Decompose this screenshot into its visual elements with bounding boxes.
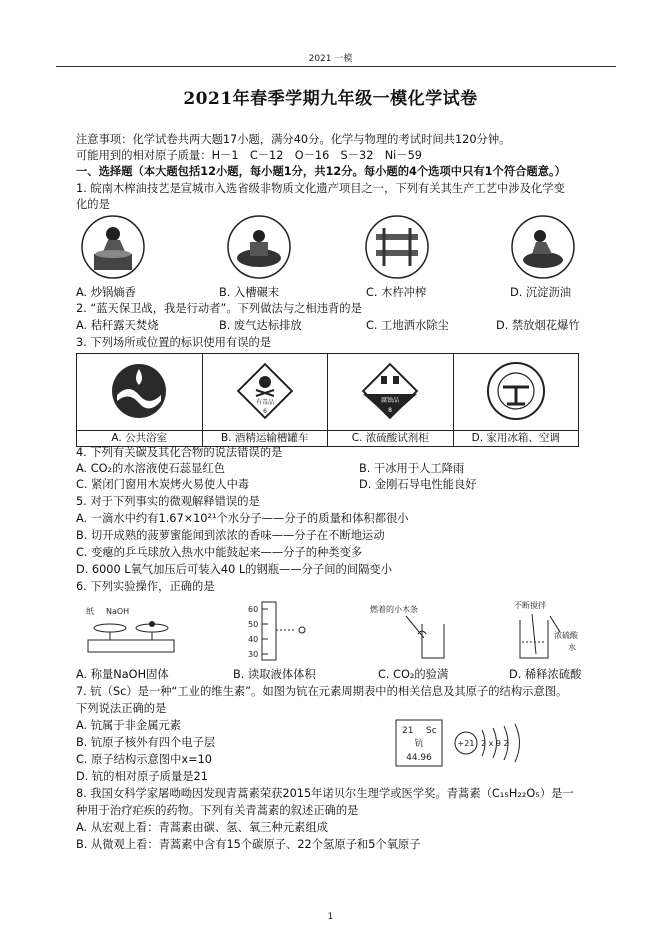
- q7-option-a: A. 钪属于非金属元素: [76, 719, 182, 732]
- q3-sign-b: [202, 354, 328, 431]
- q5-option-c: C. 变瘪的乒乓球放入热水中能鼓起来——分子的种类变多: [76, 546, 363, 559]
- cylinder-tick-50: 50: [248, 620, 259, 629]
- q7-option-d: D. 钪的相对原子质量是21: [76, 770, 208, 783]
- balance-paper-label: 纸: [86, 607, 94, 616]
- water-saving-sign-icon: [109, 361, 169, 421]
- q7-stem-2: 下列说法正确的是: [76, 702, 167, 715]
- q4-stem: 4. 下列有关碳及其化合物的说法错误的是: [76, 446, 283, 459]
- q1-stem-1: 1. 皖南木榨油技艺是宣城市入选省级非物质文化遗产项目之一，下列有关其生产工艺中涉及化学变: [76, 182, 565, 195]
- cylinder-tick-30: 30: [248, 650, 259, 659]
- atom-shell-electrons: 2 x 9 2: [481, 739, 509, 748]
- q6-option-b: B. 读取液体体积: [233, 668, 316, 681]
- q3-caption-b: B. 酒精运输槽罐车: [202, 431, 328, 447]
- q1-option-a: A. 炒锅熵香: [76, 286, 136, 299]
- q3-sign-d: [453, 354, 579, 431]
- q1-image-b: [226, 214, 292, 280]
- q1-image-c: [364, 214, 430, 280]
- q6-figure-co2-test: [366, 600, 462, 662]
- q6-stem: 6. 下列实验操作，正确的是: [76, 580, 215, 593]
- q1-image-a: [80, 214, 146, 280]
- dilution-acid-label: 浓硫酸: [554, 631, 578, 640]
- q4-option-d: D. 金刚石导电性能良好: [359, 478, 477, 491]
- page-number: 1: [327, 912, 334, 922]
- q3-caption-a: A. 公共浴室: [77, 431, 203, 447]
- corrosive-sign-icon: [357, 358, 423, 424]
- q6-figure-balance: [80, 600, 180, 662]
- notes-line-1: 注意事项：化学试卷共两大题17小题，满分40分。化学与物理的考试时间共120分钟。: [76, 133, 511, 146]
- q1-stem-2: 化的是: [76, 198, 110, 211]
- exam-title: 2021年春季学期九年级一模化学试卷: [183, 89, 478, 109]
- q2-option-d: D. 禁放烟花爆竹: [496, 319, 580, 332]
- corrosive-sign-text: 腐蚀品: [381, 396, 400, 404]
- section-1-heading: 一、选择题（本大题包括12小题，每小题1分，共12分。每小题的4个选项中只有1个符合题意。）: [76, 165, 566, 178]
- dilution-water-label: 水: [568, 643, 576, 652]
- q3-sign-c: [328, 354, 454, 431]
- cylinder-tick-60: 60: [248, 605, 259, 614]
- q2-option-b: B. 废气达标排放: [219, 319, 302, 332]
- q3-stem: 3. 下列场所或位置的标识使用有误的是: [76, 336, 272, 349]
- q6-option-d: D. 稀释浓硫酸: [509, 668, 582, 681]
- q8-stem-2: 种用于治疗疟疾的药物。下列有关青蒿素的叙述正确的是: [76, 804, 359, 817]
- q7-option-c: C. 原子结构示意图中x=10: [76, 753, 212, 766]
- dilution-stir-label: 不断搅拌: [514, 601, 546, 610]
- q2-option-a: A. 秸秆露天焚烧: [76, 319, 159, 332]
- q8-option-b: B. 从微观上看：青蒿素中含有15个碳原子、22个氢原子和5个氧原子: [76, 838, 421, 851]
- energy-saving-sign-icon: [485, 360, 547, 422]
- q6-option-a: A. 称量NaOH固体: [76, 668, 169, 681]
- notes-line-2: 可能用到的相对原子质量：H－1 C－12 O－16 S－32 Ni－59: [76, 149, 422, 162]
- element-symbol: Sc: [426, 726, 437, 736]
- q1-image-d: [510, 214, 576, 280]
- q5-option-b: B. 切开成熟的菠萝蜜能闻到浓浓的香味——分子在不断地运动: [76, 529, 385, 542]
- atom-nucleus-charge: +21: [457, 739, 475, 748]
- header-rule: [56, 66, 616, 67]
- q3-caption-c: C. 浓硫酸试剂柜: [328, 431, 454, 447]
- page-header: 2021 一模: [308, 54, 353, 64]
- q4-option-b: B. 干冰用于人工降雨: [359, 462, 465, 475]
- q3-sign-a: [77, 354, 203, 431]
- corrosive-sign-number: 8: [388, 406, 393, 414]
- q1-option-c: C. 木杵冲榨: [366, 286, 427, 299]
- q2-option-c: C. 工地洒水除尘: [366, 319, 449, 332]
- q8-option-a: A. 从宏观上看：青蒿素由碳、氢、氧三种元素组成: [76, 821, 328, 834]
- q4-option-c: C. 紧闭门窗用木炭烤火易使人中毒: [76, 478, 250, 491]
- toxic-substance-sign-icon: [232, 358, 298, 424]
- q5-option-a: A. 一滴水中约有1.67×10²¹个水分子——分子的质量和体积都很小: [76, 512, 409, 525]
- element-atomic-number: 21: [402, 726, 414, 736]
- toxic-sign-number: 6: [262, 407, 267, 415]
- q4-option-a: A. CO₂的水溶液使石蕊显红色: [76, 462, 225, 475]
- q8-stem-1: 8. 我国女科学家屠呦呦因发现青蒿素荣获2015年诺贝尔生理学或医学奖。青蒿素（C₁₅H₂₂O₅）是一: [76, 787, 574, 800]
- q6-figure-cylinder: [246, 600, 336, 662]
- co2-test-label: 燃着的小木条: [370, 605, 418, 614]
- cylinder-tick-40: 40: [248, 635, 259, 644]
- q1-option-d: D. 沉淀沥油: [510, 286, 572, 299]
- q7-option-b: B. 钪原子核外有四个电子层: [76, 736, 216, 749]
- q1-option-b: B. 入槽碾末: [219, 286, 280, 299]
- q3-sign-table: [76, 353, 579, 447]
- element-name: 钪: [414, 739, 424, 749]
- q2-stem: 2. “蓝天保卫战，我是行动者”。下列做法与之相违背的是: [76, 302, 362, 315]
- element-atomic-mass: 44.96: [406, 753, 432, 763]
- q7-stem-1: 7. 钪（Sc）是一种“工业的维生素”。如图为钪在元素周期表中的相关信息及其原子的结构示意图。: [76, 685, 568, 698]
- q7-element-diagram: [392, 716, 542, 772]
- toxic-sign-text: 有毒品: [255, 398, 274, 406]
- q3-caption-d: D. 家用冰箱、空调: [453, 431, 579, 447]
- q6-figure-dilution: [506, 598, 602, 662]
- q6-option-c: C. CO₂的验满: [378, 668, 449, 681]
- balance-naoh-label: NaOH: [106, 607, 130, 616]
- q5-option-d: D. 6000 L氧气加压后可装入40 L的钢瓶——分子间的间隔变小: [76, 563, 393, 576]
- q5-stem: 5. 对于下列事实的微观解释错误的是: [76, 495, 260, 508]
